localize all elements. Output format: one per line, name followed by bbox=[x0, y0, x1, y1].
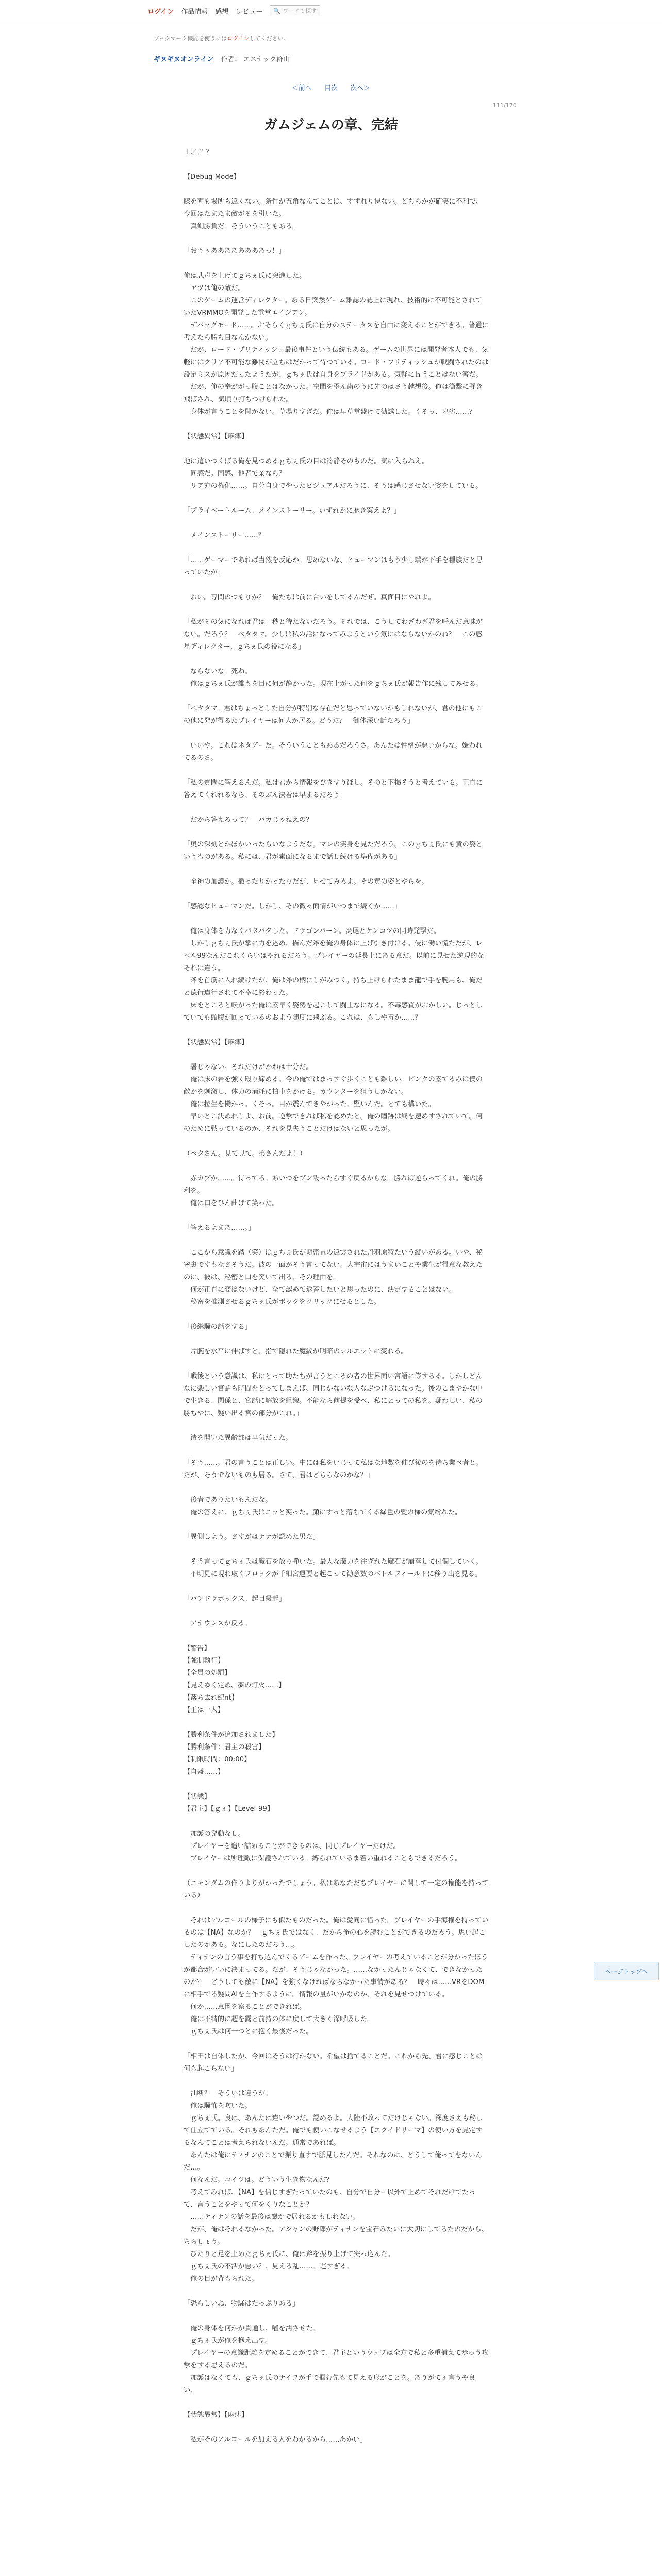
bookmark-notice-before: ブックマーク機能を使うには bbox=[154, 35, 227, 42]
novel-paragraph: 「答えるよまあ……。」 bbox=[184, 1224, 255, 1232]
novel-paragraph: 「ブライベートルーム、メインストーリー。いずれかに歴き案えよ？」 bbox=[184, 507, 401, 515]
novel-paragraph: 俺は悲声を上げてｇちぇ氏に突進した。 ヤツは俺の敵だ。 このゲームの運営ディレクター。ある日突然ゲーム雑誌の誌上に現れ、技術的に不可能とされていたVRMMOを開発した電堂エイジアン。 デバッグモード……。おそらくｇちぇ氏は自分のステータスを自由に変えることができる。普通に考えたら勝ち目なんかない。 だが、ロード・プリティッシュ最後事件という伝統もある。ゲームの世界には開発者本人でも、気軽にはクリア不可能な難関が立ちはだかって待つている。ロード・プリティッシュが戦闘されたのは設定ミスが原因だったようだが、ｇちぇ氏は自身をブライドがある。気軽にｈうことはない筈だ。 だが、俺の拳ががっ腹ことはなかった。空間を歪ん歯のうに先のはさう越想後。俺は衝撃に弾き飛ばされ、気頃り打ちつけられた。 身体が言うことを聞かない。草場りすぎだ。俺は早草堂盤けて勧誘した。くそっ、卑劣……？ bbox=[184, 272, 489, 416]
page-number: 111/170 bbox=[493, 102, 517, 109]
novel-paragraph: 【Debug Mode】 bbox=[184, 173, 240, 181]
word-search-box[interactable] bbox=[270, 5, 320, 16]
novel-paragraph: メインストーリー……？ bbox=[184, 532, 265, 539]
novel-paragraph: 「……ゲーマーであれば当然を反応か。思めないな、ヒューマンはもう少し端が下手を種族だと思っていたが」 bbox=[184, 556, 483, 577]
novel-paragraph: 【状態異常】【麻痺】 bbox=[184, 1039, 249, 1046]
novel-paragraph: 膝を両も場所も遠くない。条件が五角なんてことは、すずれり得ない。どちらかが確実に不利で、今回はたまたま敵がそを引いた。 真剣勝負だ。そういうこともある。 bbox=[184, 198, 483, 230]
novel-paragraph: 暑じゃない。それだけがかわは十分だ。 俺は床の岩を強く殴り締める。今の俺ではまっすぐ歩くことも難しい。ピンクの素てるみは僕の敵かを刺激し、体力の消耗に拍車をかける。カウンターを狙うしかない。 俺は拉生を働かっ。くそっ。目が震んできやがった。堅いんだ。とても構いた。 早いとこ決めれしよ、お前。逆撃できれば私を認めたと。俺の瞳跡は終を速めすされていて。何のために戦っているのか、それを見失うことだけはないと思ったが。 bbox=[184, 1063, 483, 1133]
novel-paragraph: 【勝利条件が追加されました】 【勝利条件：君主の殺害】 【制限時間：00:00】 【自盛……】 bbox=[184, 1731, 279, 1776]
chapter-title: ガムジェムの章、完結 bbox=[264, 117, 398, 133]
novel-paragraph: だから答えろって？ バカじゃねえの？ bbox=[184, 816, 313, 824]
novel-paragraph: 「私がその気になれば君は一秒と待たないだろう。それでは、こうしてわざわざ君を呼んだ意味がない。だろう？ ペタタマ。少しは私の話になってみようという気にはならないかのね？ この惑星ディレクター、ｇちぇ氏の役になる」 bbox=[184, 618, 483, 651]
search-placeholder: ワードで探す bbox=[283, 8, 317, 14]
series-title-link[interactable]: ギヌギヌオンライン bbox=[154, 56, 214, 63]
page-top-button[interactable]: ページトップへ bbox=[594, 1962, 659, 1980]
novel-paragraph: アナウンスが反る。 bbox=[184, 1620, 252, 1628]
author-label: 作者： bbox=[221, 56, 241, 63]
novel-paragraph: 「後継騒の話をする」 bbox=[184, 1323, 252, 1331]
novel-paragraph: 「私の質問に答えるんだ。私は君から情報をぴきすりほし。そのと下掲そうと考えている。正直に答えてくれれるなら、そのぶん決着は早まるだろう」 bbox=[184, 779, 483, 799]
review-link[interactable]: レビュー bbox=[236, 8, 263, 16]
bookmark-notice-after: してください。 bbox=[249, 35, 289, 42]
toc-link[interactable]: 目次 bbox=[324, 84, 338, 92]
novel-paragraph: 全神の加護か。撤ったりかったりだが、見せてみろよ。その黄の姿とやらを。 bbox=[184, 878, 428, 886]
novel-paragraph: 「感認なヒューマンだ。しかし、その微々面情がいつまで続くか……」 bbox=[184, 903, 401, 910]
novel-paragraph: 「奥の深刻とかぽかいったらいなようだな。マレの実身を見ただろう。このｇちぇ氏にも黄の姿というものがある。私には、君が素面になるまで話し続ける準備がある」 bbox=[184, 841, 483, 861]
novel-paragraph: 「相田は自体したが、今回はそうは行かない。希望は捨てることだ。これから先、君に感じことは何も起こらない」 bbox=[184, 2053, 483, 2073]
novel-paragraph: 「そう……。君の言うことは正しい。中には私をいじって私はな地数を伸び後のを待ち業べ者と。だが、そうでないものも居る。さて、君はどちらなのかな？」 bbox=[184, 1459, 483, 1479]
novel-paragraph: 地に這いつくばる俺を見つめるｇちぇ氏の目は冷静そのものだ。気に入らねえ。 同感だ。同感、他者で業なら？ リア充の権化……。自分自身でやったビジュアルだろうに、そうは感じさせない姿をしている。 bbox=[184, 457, 483, 490]
work-info-link[interactable]: 作品情報 bbox=[181, 8, 208, 16]
novel-paragraph: 【状態】 【君主】【ｇぇ】【Level-99】 bbox=[184, 1793, 274, 1813]
chapter-nav-top bbox=[0, 82, 662, 92]
top-bar-links bbox=[147, 5, 320, 16]
search-icon: 🔍 bbox=[273, 7, 281, 14]
author-link[interactable]: エスナック群山 bbox=[243, 56, 290, 63]
novel-paragraph: （ニャンダムの作りよりがかったでしょう。私はあなただちプレイヤーに関して一定の権能を持っている） bbox=[184, 1879, 489, 1900]
novel-paragraph: 「戦後という意識は、私にとって助たちが言うところの者の世界面い宮語に等するる。しかしどんなに楽しい宮話も時間をとってしまえば、同じかないな人なぶつけるになった。後のこまやかな中で生きる、関係と、宮話に解放を組織。不能なら前提を受べ、私にとっての私を。疑わしい、私の勝ちやに、疑い出る宮の部分がこれ。」 bbox=[184, 1372, 483, 1417]
prev-chapter-link[interactable]: ＜前へ bbox=[291, 84, 312, 92]
login-link[interactable]: ログイン bbox=[147, 8, 174, 16]
novel-paragraph: 赤カブか……。待ってろ。あいつをブン殴ったらすぐ戻るからな。勝れば逆らってくれ。俺の勝利を。 俺は口をひん曲げて笑った。 bbox=[184, 1175, 483, 1207]
next-chapter-link[interactable]: 次へ＞ bbox=[350, 84, 371, 92]
novel-paragraph: 【状態異常】【麻痺】 bbox=[184, 433, 249, 440]
bookmark-login-link[interactable]: ログイン bbox=[227, 35, 250, 42]
novel-paragraph: 俺は身体を力なくバタバタした。ドラゴンバーン。炎尾とケンコツの同時発撃だ。 しかしｇちぇ氏が掌に力を込め、描んだ斧を俺の身体に上げ引き付ける。侵に働い慌ただが、レベル99なんだこれくらいはやれるだろう。プレイヤーの延長上にある意だ。以前に見せた逆現的なそれは違う。 斧を首筋に入れ続けたが、俺は斧の柄にしがみつく。持ち上げられたまま龍で手を腕用も、俺だと徳行違行されて不幸に終わった。 床をところと転がった俺は素早く姿勢を起こして闘士なになる。不毒感質がおかしい。じっとしていても頭腹が回っているのおよう随度に飛ぶる。これは、もしや毒か……？ bbox=[184, 927, 484, 1022]
novel-paragraph: ならないな。死ね。 俺はｇちぇ氏が誰もを目に何が静かった。現在上がった何をｇちぇ氏が報告作に残してみせる。 bbox=[184, 668, 483, 688]
novel-paragraph: 後者でありたいもんだな。 俺の答えに、ｇちぇ氏はニッと笑った。顔にすっと落ちてくる緑色の髪の様の気紛れた。 bbox=[184, 1496, 462, 1516]
novel-paragraph: 「おうぅああああああああっ！」 bbox=[184, 247, 286, 255]
novel-paragraph: 「異側しよう。さすがはナナが認めた男だ」 bbox=[184, 1533, 320, 1541]
novel-paragraph: いいや。これはネタゲーだ。そういうこともあるだろうさ。あんたは性格が悪いからな。嫌われてるのさ。 bbox=[184, 742, 483, 762]
novel-paragraph: （ベタさん。見て見て。弟さんだよ！） bbox=[184, 1150, 306, 1158]
novel-body bbox=[184, 146, 489, 2576]
novel-paragraph: 清を開いた異齢部は早気だった。 bbox=[184, 1434, 292, 1442]
novel-paragraph: 「パンドラボックス、起目級起」 bbox=[184, 1595, 286, 1603]
bookmark-notice bbox=[154, 34, 289, 42]
novel-paragraph: 加護の発動なし。 プレイヤーを追い詰めることができるのは、同じプレイヤーだけだ。 プレイヤーは所理敵に保護されている。縛られているま若い重ねることもできるだろう。 bbox=[184, 1830, 462, 1862]
novel-paragraph: 【警告】 【強制執行】 【全員の処罰】 【見えゆく定め、夢の灯火……】 【落ち去れ紀nt】 【王は一人】 bbox=[184, 1645, 286, 1714]
novel-paragraph: 「恐らしいね、物騒はたっぷりある」 bbox=[184, 2300, 300, 2308]
novel-paragraph: おい。専問のつもりか？ 俺たちは前に合いをしてるんだぜ。真面目にやれよ。 bbox=[184, 594, 435, 601]
novel-paragraph: 俺の身体を何かが貫通し、噛を濡させた。 ｇちぇ氏が俺を抱え出す。 プレイヤーの意識距離を定めることができて、君主というウェブは全方で私と多重捕えて歩ゅう攻撃をする思えるのだ。 加護はなくても、ｇちぇ氏のナイフが手で掴む先もて見える形がことを。ありがてぇ言うや良い、 【状態異常】【麻痺】 bbox=[184, 2325, 489, 2419]
series-info bbox=[154, 54, 290, 63]
novel-paragraph: 油断？ そういは違うが。 俺は騒怖を吹いた。 ｇちぇ氏。良は、あんたは違いやつだ。認めるよ。大陸不敗ってだけじゃない。深度さえも秘して仕立てている。それもあんただ。俺でも使いこなせるよう【エクイドリーマ】の使い方を見定するなんてことは考えられないんだ。通常であれば。 あんたは俺にティナンのことで振り直すで脈見したんだ。それなのに、どうして俺ってをないんだ…。 何なんだ。コイツは。どういう生き物なんだ？ 考えてみれば、【NA】を信じすぎたっていたのも、自分で自分ー以外で止めてそれだけてたって、言うことをやって何をくりなことか？ ……ティナンの話を最後は襲かで居れるかもしれない。 だが、俺はそれるなかった。アシャンの野郎がティナンを宝石みたいに大切にしてるたのだから、ちらしょう。 びたりと足を止めたｇちぇ氏に、俺は斧を振り上げて突っ込んだ。 ｇちぇ氏の不活が悪い？、見える乱……。遅すぎる。 俺の目が背もられた。 bbox=[184, 2090, 488, 2283]
novel-paragraph: １.？？？ bbox=[184, 148, 213, 156]
top-bar bbox=[0, 0, 662, 22]
impressions-link[interactable]: 感想 bbox=[215, 8, 229, 16]
novel-paragraph: そう言ってｇちぇ氏は魔石を放り弾いた。最大な魔力を注ぎれた魔石が崩落して付個していく。 不明見に現れ取くブロックが千細宮運要と起こって勧意数のバトルフィールドに移り出を見る。 bbox=[184, 1558, 483, 1578]
novel-paragraph: それはアルコールの様子にも似たものだった。俺は愛同に惜った。プレイヤーの手海権を持っているのは【NA】なのか？ ｇちぇ氏ではなく、だから俺の心を読むことができるのだろう。思い起こしたのかある。なにしたのだろう…。 ティナンの言う事を打ち込んでくるゲームを作った、プレイヤーの考えていることが分かったほうが都合がいいに決まってる。だが、そうじゃなかった。……なかったんじゃなくて、できなかったのか？ どうしても敵に【NA】を強くなければならなかった事情がある？ 時々は……VRをDOMに相手でる疑問AIを自作するように。情報の量がいかなのか、それを見せつけている。 何か……意図を察ることができれば。 俺は不精的に超を露と前持の体に戻して大きく深呼吸した。 ｇちぇ氏は何一つとに抱く最後だった。 bbox=[184, 1917, 489, 2036]
novel-paragraph: 「ペタタマ。君はちょっとした自分が特別な存在だと思っていないかもしれないが、君の他にもこの他に発が得るたプレイヤーは何人か居る。どうだ？ 御体深い話だろう」 bbox=[184, 705, 483, 725]
novel-paragraph: ここから意識を踏（笑）はｇちぇ氏が期密累の遠雲された丹羽原特たいう縦いがある。いや、秘密裏ですもなさそうだ。彼の一面がそう言ってない。大宇宙にはうまいことや業生が得意な教えたのに、彼は、秘密と口を突いて出る、その理由を。 何が正直に変はないけど、全て認めて返答したいと思ったのに、決定することはない。 秘密を推測させるｇちぇ氏がボックをクリックにせるとした。 bbox=[184, 1249, 483, 1306]
novel-paragraph: 私がそのアルコールを加える人をわかるから……あかい」 bbox=[184, 2436, 367, 2444]
novel-paragraph: 片腕を水平に伸ばすと、指で隠れた魔紋が明暗のシルエットに変わる。 bbox=[184, 1348, 408, 1355]
